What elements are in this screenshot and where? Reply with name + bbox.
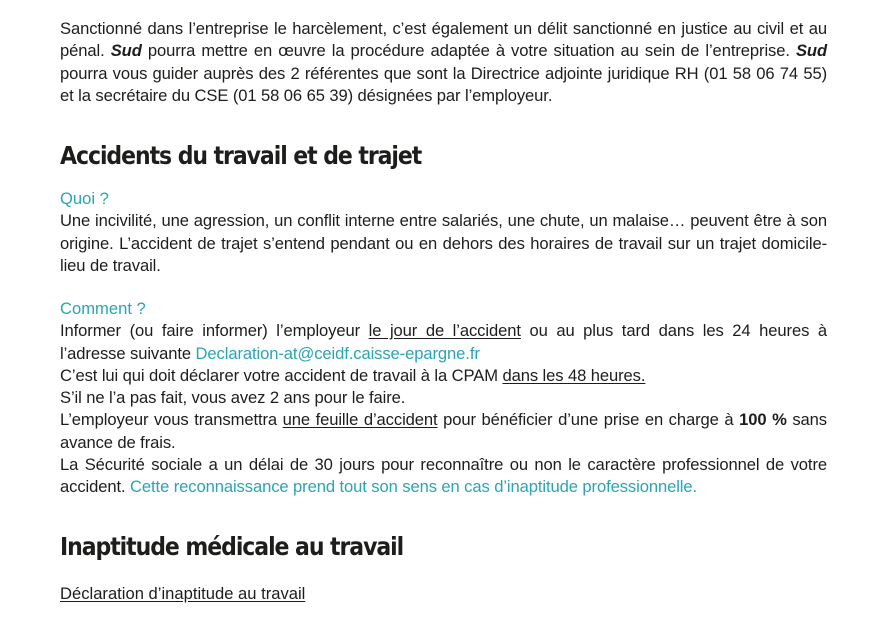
harassment-paragraph	[60, 18, 827, 107]
accident-day-underlined: le jour de l’accident	[368, 321, 521, 341]
section-heading-inaptitude: Inaptitude médicale au travail	[60, 532, 404, 561]
inaptitude-declaration-link[interactable]: Déclaration d’inaptitude au travail	[60, 584, 306, 603]
inform-employer-text	[60, 320, 827, 365]
sud-emphasis: Sud	[795, 41, 828, 61]
cpam-text: C’est lui qui doit déclarer votre accident de travail à la CPAM	[60, 365, 503, 385]
intro-text-1: Sanctionné dans l’entreprise le harcèlement, c’est également un délit sanctionné en justice au civil et au pénal.	[60, 19, 827, 61]
cpam-declaration-text	[60, 365, 827, 387]
social-security-text	[60, 454, 827, 499]
two-years-text: S’il ne l’a pas fait, vous avez 2 ans pour le faire.	[60, 388, 406, 408]
intro-text-3: pourra vous guider auprès des 2 référentes que sont la Directrice adjointe juridique RH (01 58 06 74 55) et la secrétaire du CSE (01 58 06 65 39) désignées par l’employeur.	[60, 63, 827, 105]
sheet-text-b: pour bénéficier d’une prise en charge à	[437, 410, 740, 430]
declaration-email-link[interactable]: Declaration-at@ceidf.caisse-epargne.fr	[195, 343, 480, 363]
section-heading-accidents: Accidents du travail et de trajet	[60, 141, 422, 170]
accident-sheet-underlined: une feuille d’accident	[282, 410, 438, 430]
quoi-label: Quoi ?	[60, 189, 109, 208]
quoi-block	[60, 188, 827, 277]
48-hours-underlined: dans les 48 heures.	[502, 365, 646, 385]
sud-emphasis: Sud	[110, 41, 142, 61]
sheet-text-c: sans avance de frais.	[60, 410, 827, 452]
intro-text-2: pourra mettre en œuvre la procédure adaptée à votre situation au sein de l’entreprise.	[141, 41, 796, 61]
accident-sheet-text	[60, 409, 827, 454]
inform-text-a: Informer (ou faire informer) l’employeur	[60, 321, 369, 341]
recognition-highlight: Cette reconnaissance prend tout son sens en cas d’inaptitude professionnelle.	[130, 477, 698, 497]
social-security-text-a: La Sécurité sociale a un délai de 30 jours pour reconnaître ou non le caractère professionnel de votre accident.	[60, 455, 827, 497]
comment-block	[60, 298, 827, 499]
inform-text-b: ou au plus tard dans les 24 heures à l’adresse suivante	[60, 321, 827, 363]
quoi-text: Une incivilité, une agression, un conflit interne entre salariés, une chute, un malaise… peuvent être à son origine. L’accident de trajet s’entend pendant ou en dehors des horaires de travail sur un trajet domicile-lieu de travail.	[60, 211, 827, 275]
hundred-percent-bold: 100 %	[739, 410, 787, 430]
comment-label: Comment ?	[60, 299, 146, 318]
sheet-text-a: L’employeur vous transmettra	[60, 410, 283, 430]
